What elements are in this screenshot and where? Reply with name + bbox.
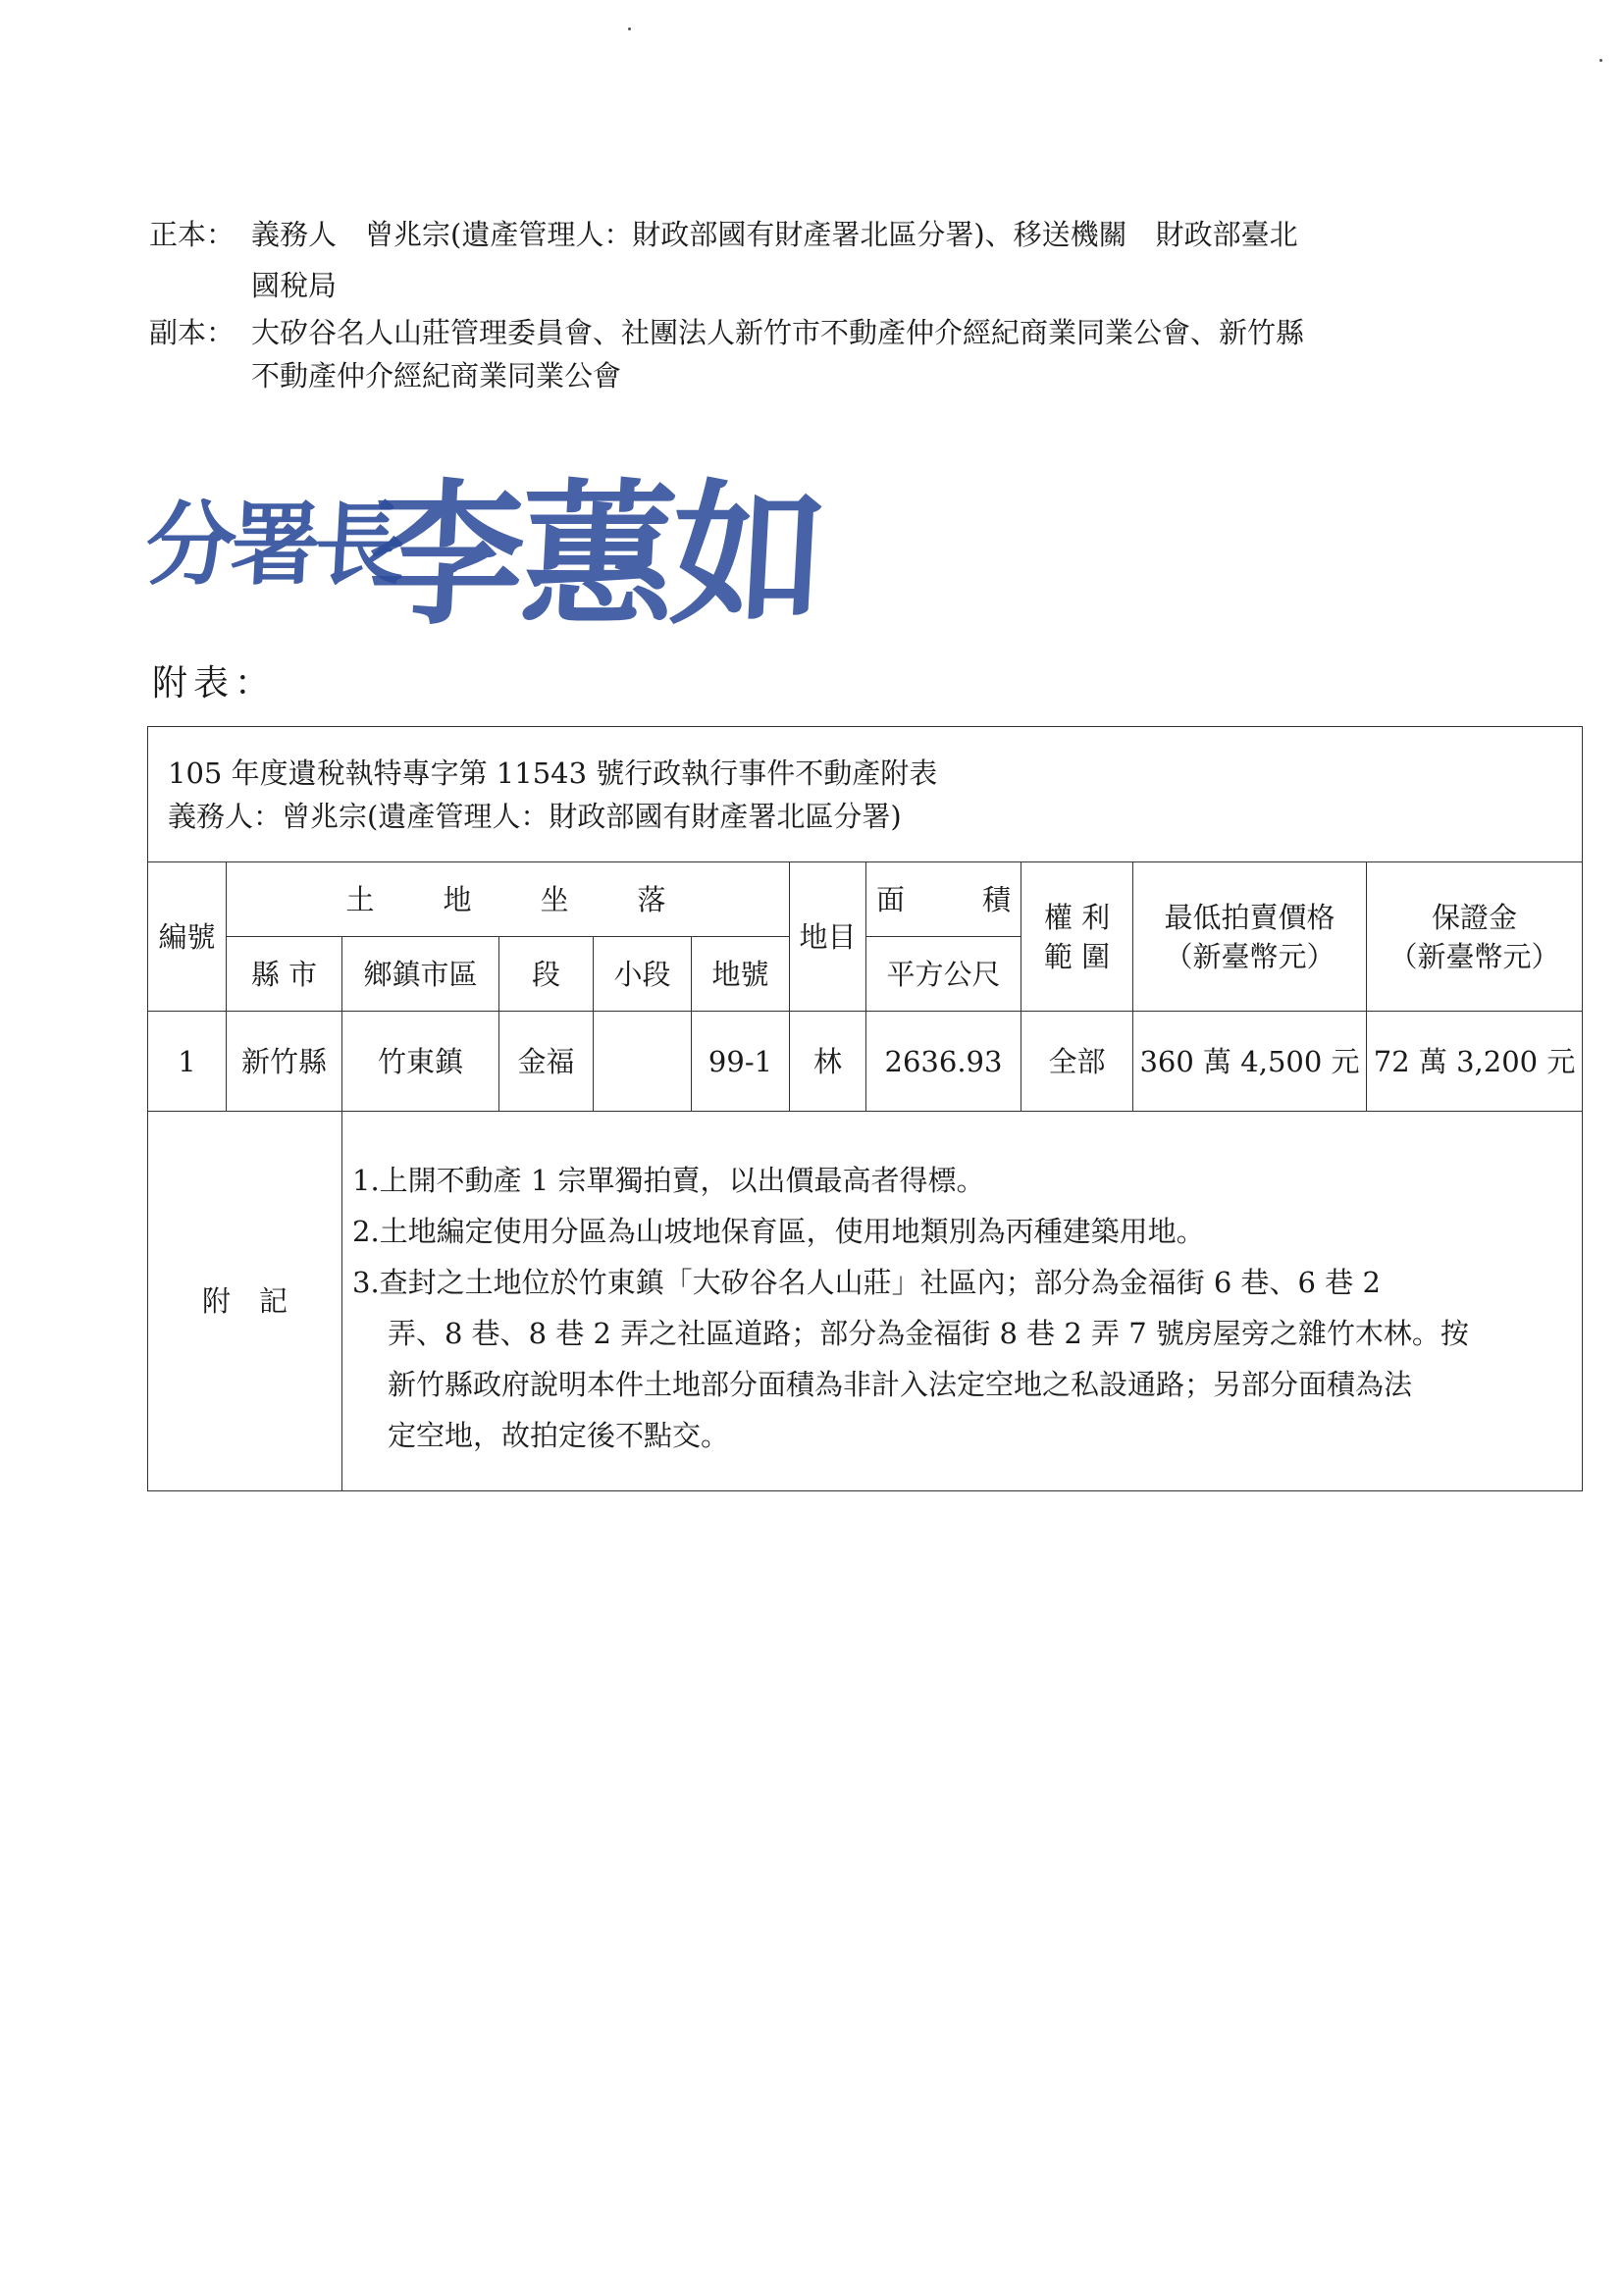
director-signature-stamp (141, 422, 839, 647)
row-county: 新竹縣 (227, 1012, 342, 1112)
table-header-info-row (148, 727, 1583, 862)
note-item-1: 1.上開不動產 1 宗單獨拍賣，以出價最高者得標。 (352, 1164, 985, 1197)
scan-speck (1599, 59, 1602, 62)
deposit-header (1367, 862, 1583, 1012)
row-number: 1 (148, 1012, 227, 1112)
note-item-3-continued: 定空地，故拍定後不點交。 (388, 1419, 730, 1452)
row-area: 2636.93 (866, 1012, 1021, 1112)
number-header: 編號 (148, 862, 227, 1012)
row-lot: 99-1 (692, 1012, 790, 1112)
note-item-3-continued: 新竹縣政府說明本件土地部分面積為非計入法定空地之私設通路；另部分面積為法 (388, 1368, 1413, 1401)
note-item-3: 3.查封之土地位於竹東鎮「大矽谷名人山莊」社區內；部分為金福街 6 巷、6 巷 2 (352, 1266, 1381, 1299)
row-min-price: 360 萬 4,500 元 (1133, 1012, 1367, 1112)
county-header: 縣 市 (227, 937, 342, 1012)
scan-speck (628, 27, 631, 30)
original-label: 正本： (149, 218, 236, 251)
notes-label: 附 記 (148, 1112, 342, 1491)
signature-name: 李蕙如 (364, 466, 828, 647)
attachment-label: 附表： (152, 663, 277, 704)
row-subsection (594, 1012, 692, 1112)
row-rights: 全部 (1021, 1012, 1133, 1112)
area-header-char-1: 面 (876, 882, 906, 916)
area-header-char-2: 積 (981, 882, 1011, 916)
note-item-3-continued: 弄、8 巷、8 巷 2 弄之社區道路；部分為金福街 8 巷 2 弄 7 號房屋旁之雜竹木林。按 (388, 1317, 1469, 1350)
min-price-header-line-2: （新臺幣元） (1164, 939, 1335, 973)
section-header: 段 (499, 937, 594, 1012)
original-recipients-text: 義務人 曾兆宗(遺產管理人：財政部國有財產署北區分署)、移送機關 財政部臺北 (251, 218, 1298, 251)
original-recipients-continued: 國稅局 (251, 269, 338, 302)
rights-header-line-1: 權 利 (1043, 900, 1111, 934)
notes-cell (342, 1112, 1583, 1491)
row-section: 金福 (499, 1012, 594, 1112)
column-header-row-1 (148, 862, 1583, 937)
copy-recipients-continued: 不動產仲介經紀商業同業公會 (251, 359, 622, 392)
deposit-header-line-1: 保證金 (1432, 900, 1518, 934)
rights-header (1021, 862, 1133, 1012)
rights-header-line-2: 範 圍 (1043, 939, 1111, 973)
case-title: 105 年度遺稅執特專字第 11543 號行政執行事件不動產附表 (168, 756, 938, 790)
property-attachment-table (147, 726, 1583, 1491)
row-deposit: 72 萬 3,200 元 (1367, 1012, 1583, 1112)
copy-recipients-text: 大矽谷名人山莊管理委員會、社團法人新竹市不動產仲介經紀商業同業公會、新竹縣 (251, 316, 1305, 349)
copy-recipients-line (149, 312, 1304, 353)
min-price-header-line-1: 最低拍賣價格 (1164, 900, 1335, 934)
note-item-2: 2.土地編定使用分區為山坡地保育區，使用地類別為丙種建築用地。 (352, 1215, 1205, 1248)
copy-label: 副本： (149, 316, 236, 349)
obligor-line: 義務人：曾兆宗(遺產管理人：財政部國有財產署北區分署) (168, 799, 902, 833)
notes-row (148, 1112, 1583, 1491)
land-use-header: 地目 (790, 862, 866, 1012)
min-price-header (1133, 862, 1367, 1012)
township-header: 鄉鎮市區 (342, 937, 499, 1012)
row-land-use: 林 (790, 1012, 866, 1112)
area-unit-header: 平方公尺 (866, 937, 1021, 1012)
deposit-header-line-2: （新臺幣元） (1388, 939, 1560, 973)
case-info-cell (148, 727, 1583, 862)
row-township: 竹東鎮 (342, 1012, 499, 1112)
table-row (148, 1012, 1583, 1112)
original-recipients-line (149, 214, 1298, 255)
signature-title: 分署長 (143, 493, 402, 598)
area-header (866, 862, 1021, 937)
location-header: 土 地 坐 落 (227, 862, 790, 937)
lot-header: 地號 (692, 937, 790, 1012)
subsection-header: 小段 (594, 937, 692, 1012)
